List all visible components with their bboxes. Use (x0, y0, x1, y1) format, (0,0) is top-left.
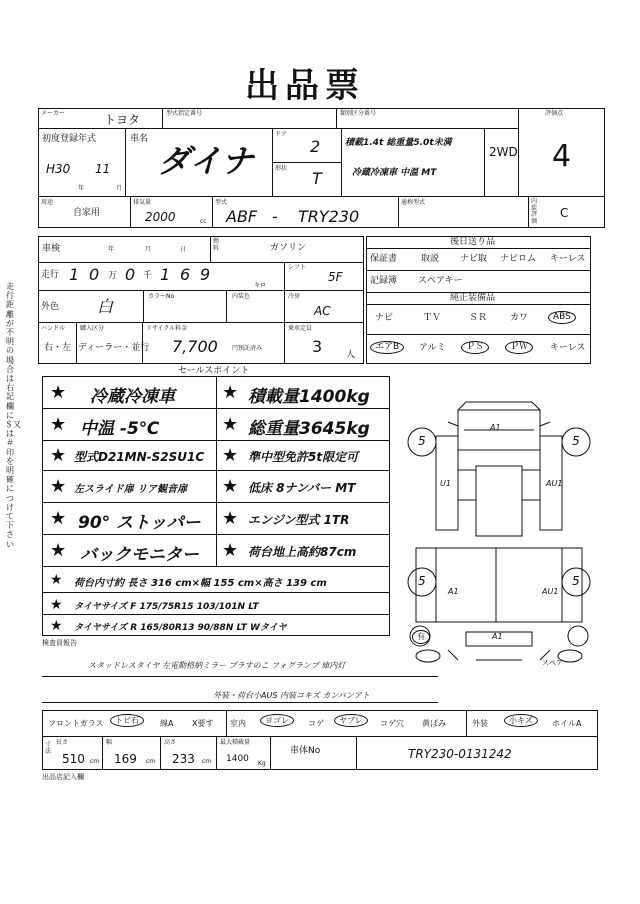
dim-len-label: 長さ (56, 739, 69, 746)
capacity-label: 乗車定員 (288, 325, 313, 332)
doc-record-label: 記録簿 (370, 276, 398, 286)
car-name-label: 車名 (130, 134, 149, 144)
usage-value: 自家用 (73, 208, 101, 218)
sp-star-8: ★ (50, 597, 63, 613)
wheel-fr: 5 (572, 434, 580, 448)
interior-label: 室内 (230, 719, 246, 728)
dim-len: 510 (62, 752, 85, 766)
capacity-value: 3 (312, 337, 323, 356)
handle-value: 右・左 (44, 343, 72, 353)
sp-star-7: ★ (50, 572, 63, 588)
doc-nav-rom: ナビロム (500, 254, 537, 264)
doc-spare-key: スペアキー (418, 276, 463, 286)
dim-height: 233 (172, 752, 195, 766)
wheel-rr: 5 (572, 574, 580, 588)
model-code: TRY230 (298, 207, 360, 226)
sp-5b: エンジン型式 1TR (248, 513, 350, 527)
dim-len-unit: cm (90, 758, 100, 765)
reg-era: H30 (46, 162, 71, 176)
mileage-d5: 6 (180, 265, 191, 284)
mark-au1: AU1 (546, 479, 563, 488)
sp-star-2a: ★ (50, 414, 67, 435)
sp-6a: バックモニター (80, 545, 199, 565)
equip-sr: ＳＲ (469, 313, 488, 323)
reg-month: 11 (95, 162, 111, 176)
mileage-d4: 1 (160, 265, 171, 284)
mileage-d1: 1 (69, 265, 80, 284)
grade-value: 4 (552, 139, 572, 174)
mark-au1-right: AU1 (542, 587, 559, 596)
dim-side-label: 寸法 (45, 741, 52, 755)
doc-nav-manual: ナビ取 (460, 254, 488, 264)
ac-label: 冷房 (288, 293, 301, 300)
door-value: 2 (310, 137, 321, 156)
inspection-label: 車検 (42, 244, 61, 254)
sp-4b: 低床 8ナンバー MT (248, 481, 356, 495)
shift-label: シフト (288, 264, 307, 271)
usage-label: 用途 (41, 199, 54, 206)
doc-keyless: キーレス (550, 254, 586, 264)
dim-load: 1400 (226, 754, 249, 764)
exterior-scratch: 小キズ (504, 714, 538, 727)
sp-2a: 中温 -5℃ (80, 419, 160, 439)
sp-star-3b: ★ (222, 445, 239, 466)
sp-star-5b: ★ (222, 508, 239, 529)
mileage-sen: 千 (143, 271, 153, 281)
sp-9: タイヤサイズ R 165/80R13 90/88N LT Wタイヤ (74, 623, 287, 633)
equip-leather: カワ (510, 313, 529, 323)
shape-label: 形状 (275, 165, 288, 172)
mileage-km: キロ (254, 282, 267, 289)
equip-alloy: アルミ (419, 343, 446, 353)
load-desc: 積載1.4t 総重量5.0t未満 (345, 138, 452, 148)
spare-label: スペア (542, 659, 563, 667)
body-desc: 冷蔵冷凍車 中温 MT (352, 168, 437, 178)
interior-dirt: ヨゴレ (260, 714, 294, 727)
ext-color-label: 外色 (41, 302, 60, 312)
vehicle-damage-diagram (396, 370, 606, 670)
insp-y: 年 (108, 246, 115, 253)
sp-2b: 総重量3645kg (248, 419, 370, 439)
sp-star-1b: ★ (222, 382, 239, 403)
yen-deposit: 円預託済み (232, 345, 263, 352)
drive-value: 2WD (489, 145, 518, 159)
sp-star-1a: ★ (50, 382, 67, 403)
fuel-value: ガソリン (270, 243, 307, 253)
sp-3a: 型式D21MN-S2SU1C (74, 450, 205, 464)
inspector-note-2: 外装・荷台小AUS 内装コキズ カンバンアト (213, 691, 370, 700)
inspector-note: スタッドレスタイヤ 左電動格納ミラー プラすのこ フォグランプ 庫内灯 (88, 661, 346, 670)
glass-chip: トビ石 (110, 714, 144, 727)
sp-star-4a: ★ (50, 476, 67, 497)
equip-tv: ＴＶ (423, 313, 442, 323)
wheel-fl: 5 (418, 434, 426, 448)
interior-grade-value: C (560, 206, 569, 220)
equip-header: 純正装備品 (450, 293, 496, 303)
doc-manual: 取説 (421, 254, 440, 264)
sp-6b: 荷台地上高約87cm (248, 545, 357, 559)
dim-height-unit: cm (202, 758, 212, 765)
wheel-rl: 5 (418, 574, 426, 588)
mark-a1-bottom: A1 (492, 632, 503, 641)
equip-navi: ナビ (375, 313, 394, 323)
maker-label: メーカー (41, 110, 65, 117)
chassis-label: 車体No (290, 746, 321, 756)
first-reg-label: 初度登録年式 (42, 134, 97, 144)
interior-grade-label: 内装評価 (531, 198, 538, 225)
equip-ps: ＰＳ (461, 341, 489, 354)
dim-load-unit: Kg (258, 760, 266, 767)
class-no-label: 類別区分番号 (340, 110, 377, 117)
ext-color-value: 白 (97, 297, 114, 316)
glass-label: フロントガラス (48, 719, 104, 728)
interior-hole: コゲ穴 (380, 719, 404, 728)
sales-point-label: セールスポイント (178, 366, 250, 376)
color-no-label: カラーNo (148, 293, 175, 300)
capacity-unit: 人 (346, 350, 356, 360)
sp-5a: 90° ストッパー (78, 513, 201, 533)
mileage-d3: 0 (125, 265, 136, 284)
purchase-label: 購入区分 (80, 325, 105, 332)
cc-value: 2000 (145, 210, 176, 224)
type-no-label: 型式指定番号 (166, 110, 203, 117)
chassis-value: TRY230-0131242 (408, 747, 512, 761)
mark-u1: U1 (440, 479, 451, 488)
sp-star-2b: ★ (222, 414, 239, 435)
recycle-label: リサイクル料金 (146, 325, 188, 332)
equip-abs: ABS (548, 311, 576, 324)
sp-7: 荷台内寸約 長さ 316 cm×幅 155 cm×高さ 139 cm (74, 578, 327, 589)
mileage-label: 走行 (41, 270, 60, 280)
exterior-label: 外装 (472, 719, 488, 728)
dim-load-label: 最大積載量 (220, 739, 251, 746)
sp-star-9: ★ (50, 618, 63, 634)
mark-spare-yu: 有 (412, 630, 430, 644)
model-dash: - (272, 207, 278, 226)
cc-unit: cc (200, 218, 207, 225)
dim-width: 169 (114, 752, 137, 766)
inspector-note-label: 検査員報告 (42, 639, 77, 647)
interior-burn: コゲ (308, 719, 324, 728)
model-prefix: ABF (226, 207, 258, 226)
model-label: 型式 (215, 199, 228, 206)
reg-year-unit: 年 (78, 185, 85, 192)
sp-star-4b: ★ (222, 476, 239, 497)
shift-value: 5F (328, 270, 343, 284)
interior-yellow: 黄ばみ (422, 719, 446, 728)
staff-note-label: 出品店記入欄 (42, 773, 84, 781)
mileage-d6: 9 (200, 265, 211, 284)
dim-width-unit: cm (146, 758, 156, 765)
interior-tear: ヤブレ (334, 714, 368, 727)
int-color-label: 内装色 (232, 293, 251, 300)
maker-value: トヨタ (104, 113, 141, 127)
insp-m: 月 (145, 246, 152, 253)
mileage-d2: 0 (89, 265, 100, 284)
mark-a1-left: A1 (448, 587, 459, 596)
equip-pw: ＰＷ (505, 341, 533, 354)
glass-replace: X要す (192, 719, 214, 728)
sp-star-6a: ★ (50, 540, 67, 561)
sp-star-6b: ★ (222, 540, 239, 561)
mileage-note-vertical: 走行距離が不明の場合は右記欄に＄又は＃印を明確につけて下さい (5, 282, 21, 549)
door-label: ドア (275, 131, 287, 138)
reg-month-unit: 月 (116, 185, 123, 192)
dim-width-label: 幅 (106, 739, 113, 746)
shape-value: T (312, 169, 322, 188)
grade-label: 評価点 (545, 110, 564, 117)
sp-star-3a: ★ (50, 445, 67, 466)
purchase-value: ディーラー・並行 (78, 343, 150, 353)
ac-value: AC (314, 304, 331, 318)
cc-label: 排気量 (133, 199, 152, 206)
equip-keyless: キーレス (550, 343, 586, 353)
equip-airbag: エアB (370, 341, 404, 354)
sp-1a: 冷蔵冷凍車 (90, 387, 175, 407)
glass-line: 線A (160, 719, 174, 728)
sp-4a: 左スライド扉 リア観音扉 (74, 484, 188, 495)
car-name-value: ダイナ (158, 142, 254, 180)
mark-a1-top: A1 (490, 423, 501, 432)
doc-warranty: 保証書 (370, 254, 398, 264)
docs-header: 後日送り品 (450, 237, 496, 247)
recycle-value: 7,700 (172, 337, 218, 356)
exterior-wheel: ホイルA (552, 719, 582, 728)
page-title: 出品票 (245, 66, 365, 106)
dim-height-label: 高さ (164, 739, 177, 746)
mileage-man: 万 (108, 271, 118, 281)
sp-star-5a: ★ (50, 508, 67, 529)
sp-1b: 積載量1400kg (248, 387, 370, 407)
handle-label: ハンドル (41, 325, 66, 332)
common-model-label: 通称型式 (401, 199, 426, 206)
sp-8: タイヤサイズ F 175/75R15 103/101N LT (74, 602, 259, 612)
sp-3b: 準中型免許5t限定可 (248, 450, 359, 464)
fuel-label: 燃料 (213, 238, 220, 252)
insp-d: 日 (180, 246, 187, 253)
